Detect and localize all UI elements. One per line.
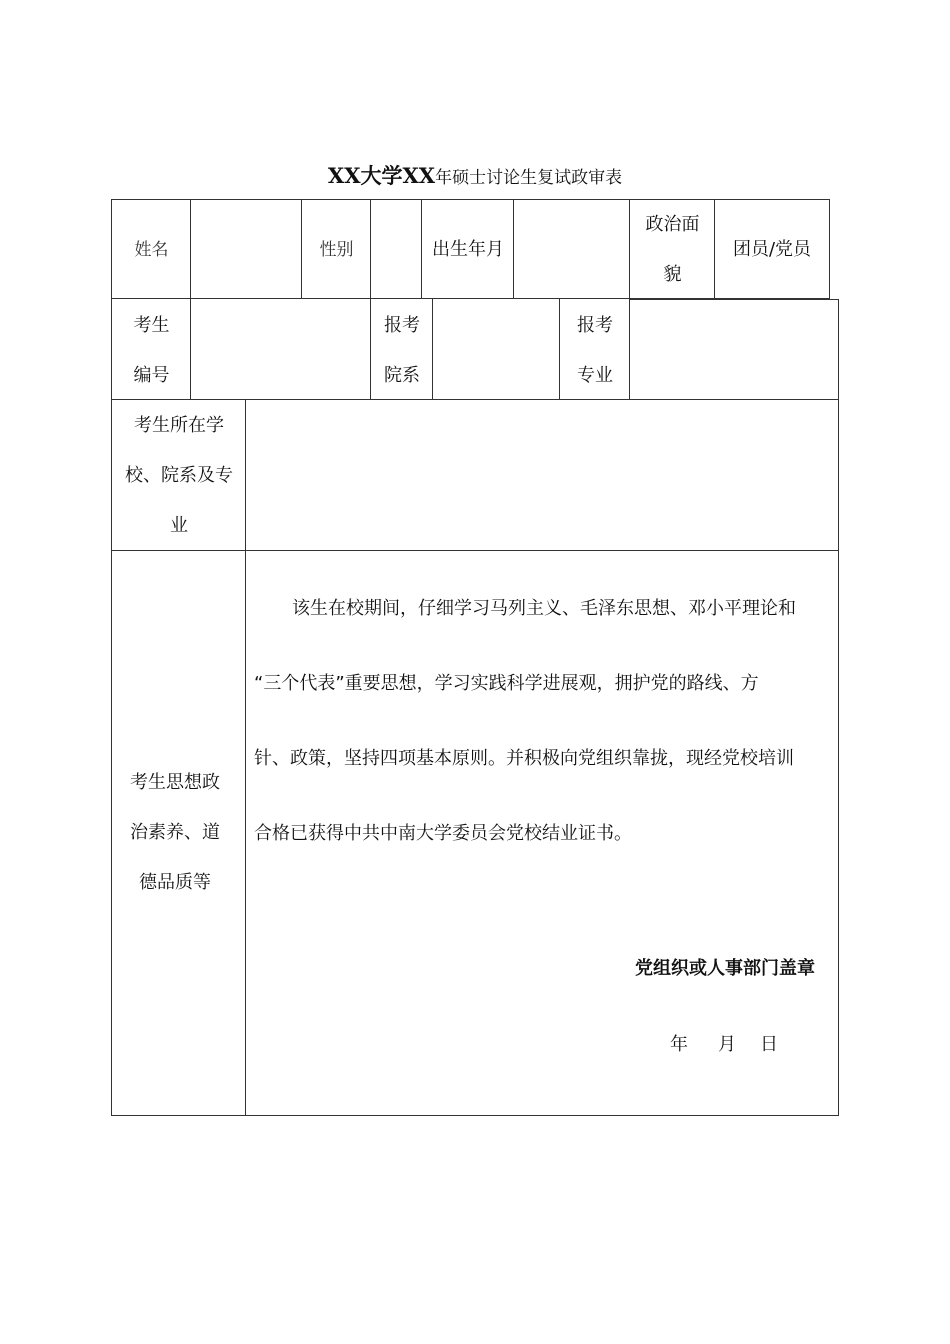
date-year: 年	[670, 1034, 688, 1055]
name-value-cell[interactable]	[190, 199, 301, 299]
dept-label-line1: 报考	[384, 315, 420, 336]
name-label-cell	[111, 199, 190, 299]
political-value-cell	[714, 199, 830, 299]
gender-label: 性别	[319, 240, 354, 260]
major-value-cell[interactable]	[629, 299, 839, 400]
id-label-line2: 编号	[133, 365, 170, 386]
school-label-line1: 考生所在学	[134, 415, 224, 436]
major-label-line2: 专业	[577, 365, 613, 386]
conduct-text-line2: “三个代表”重要思想，学习实践科学进展观，拥护党的路线、方	[254, 673, 759, 694]
school-label-cell	[111, 400, 245, 551]
id-value-cell[interactable]	[190, 299, 370, 400]
political-label-line1: 政治面	[645, 214, 700, 235]
political-value: 团员/党员	[732, 239, 812, 260]
major-label-cell	[559, 299, 629, 400]
seal-caption: 党组织或人事部门盖章	[635, 958, 815, 979]
id-label-cell	[111, 299, 190, 400]
political-label-line2: 貌	[663, 264, 682, 285]
conduct-label-line3: 德品质等	[139, 872, 211, 893]
name-label: 姓名	[134, 240, 169, 260]
school-value-cell[interactable]	[245, 400, 839, 551]
conduct-text-line1: 该生在校期间，仔细学习马列主义、毛泽东思想、邓小平理论和	[292, 598, 796, 619]
conduct-text-line4: 合格已获得中共中南大学委员会党校结业证书。	[254, 823, 632, 844]
conduct-text-line3: 针、政策，坚持四项基本原则。并积极向党组织靠拢，现经党校培训	[254, 748, 794, 769]
dept-label-cell	[370, 299, 432, 400]
title-part1: XX大学XX	[327, 163, 436, 188]
dept-value-cell[interactable]	[432, 299, 559, 400]
page-title	[0, 160, 950, 190]
conduct-content-cell	[245, 551, 839, 1116]
school-label-line2: 校、院系及专	[125, 465, 233, 486]
date-day: 日	[760, 1034, 778, 1055]
birth-label: 出生年月	[432, 239, 504, 260]
date-month: 月	[718, 1034, 736, 1055]
conduct-label-cell	[111, 551, 245, 1116]
gender-value-cell[interactable]	[370, 199, 421, 299]
major-label-line1: 报考	[577, 315, 613, 336]
school-label-line3: 业	[170, 515, 188, 536]
gender-label-cell	[301, 199, 370, 299]
birth-label-cell	[421, 199, 513, 299]
political-label-cell	[629, 199, 714, 299]
id-label-line1: 考生	[133, 315, 170, 336]
birth-value-cell[interactable]	[513, 199, 629, 299]
conduct-label-line1: 考生思想政	[130, 772, 220, 793]
dept-label-line2: 院系	[384, 365, 420, 386]
title-part2: 年硕士讨论生复试政审表	[435, 168, 623, 188]
conduct-label-line2: 治素养、道	[130, 822, 220, 843]
